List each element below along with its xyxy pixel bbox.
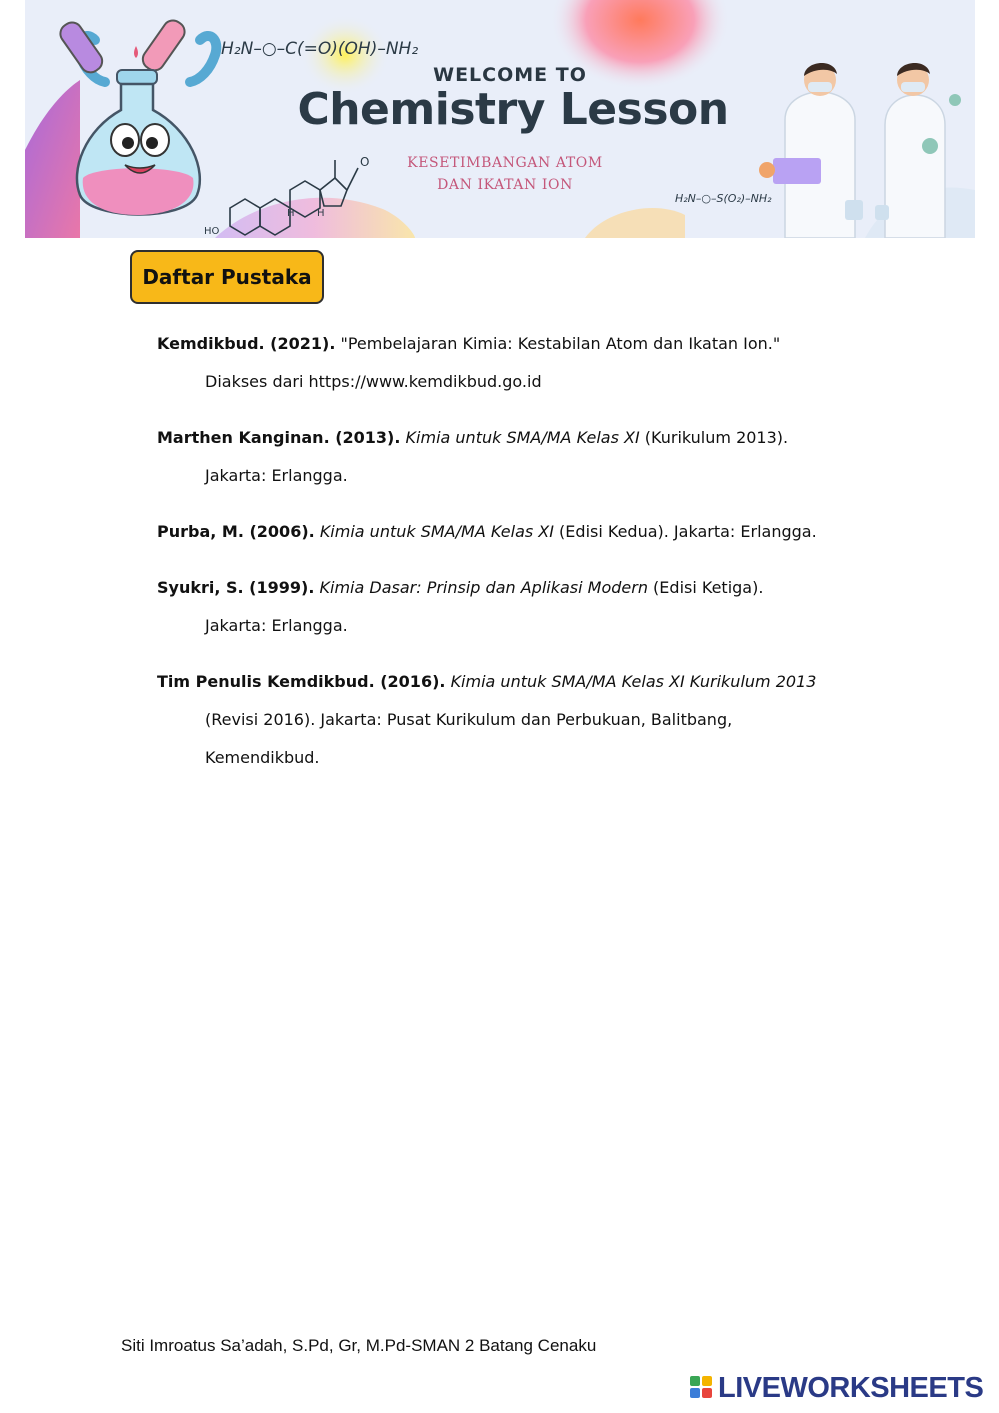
svg-text:O: O <box>360 155 370 169</box>
reference-author: Tim Penulis Kemdikbud. (2016). <box>157 672 446 691</box>
reference-text: (Kurikulum 2013). <box>639 428 789 447</box>
banner-subtitle-line2: DAN IKATAN ION <box>437 177 573 193</box>
liveworksheets-wordmark: LIVEWORKSHEETS <box>718 1371 984 1404</box>
reference-item <box>157 663 897 777</box>
banner-welcome-text: WELCOME TO <box>433 64 587 86</box>
reference-list <box>157 325 897 795</box>
liveworksheets-logo[interactable] <box>690 1371 983 1405</box>
banner-title: Chemistry Lesson <box>297 84 729 135</box>
reference-item <box>157 569 897 645</box>
liveworksheets-logo-icon <box>690 1376 714 1400</box>
reference-author: Purba, M. (2006). <box>157 522 315 541</box>
reference-title: Kimia untuk SMA/MA Kelas XI <box>405 428 640 447</box>
reference-continuation: Diakses dari https://www.kemdikbud.go.id <box>205 372 542 391</box>
reference-title: Kimia untuk SMA/MA Kelas XI Kurikulum 2013 <box>450 672 817 691</box>
reference-item <box>157 325 897 401</box>
svg-text:H₂N–○–S(O₂)–NH₂: H₂N–○–S(O₂)–NH₂ <box>675 192 772 205</box>
reference-text: (Edisi Kedua). Jakarta: Erlangga. <box>553 522 817 541</box>
reference-continuation: Jakarta: Erlangga. <box>205 616 348 635</box>
reference-text: "Pembelajaran Kimia: Kestabilan Atom dan Ikatan Ion." <box>335 334 781 353</box>
reference-text: (Edisi Ketiga). <box>647 578 764 597</box>
reference-author: Syukri, S. (1999). <box>157 578 315 597</box>
header-banner <box>25 0 975 238</box>
reference-item <box>157 419 897 495</box>
section-heading-daftar-pustaka: Daftar Pustaka <box>130 250 324 304</box>
reference-author: Kemdikbud. (2021). <box>157 334 336 353</box>
reference-item <box>157 513 897 551</box>
reference-title: Kimia Dasar: Prinsip dan Aplikasi Modern <box>319 578 648 597</box>
author-credit: Siti Imroatus Sa’adah, S.Pd, Gr, M.Pd-SMAN 2 Batang Cenaku <box>121 1336 597 1355</box>
reference-title: Kimia untuk SMA/MA Kelas XI <box>319 522 554 541</box>
reference-author: Marthen Kanginan. (2013). <box>157 428 401 447</box>
reference-continuation: Kemendikbud. <box>205 748 320 767</box>
banner-subtitle-line1: KESETIMBANGAN ATOM <box>407 155 603 171</box>
reference-continuation: Jakarta: Erlangga. <box>205 466 348 485</box>
svg-text:H: H <box>287 208 295 219</box>
svg-text:HO: HO <box>204 226 220 237</box>
svg-text:H₂N–○–C(=O)(OH)–NH₂: H₂N–○–C(=O)(OH)–NH₂ <box>221 39 419 59</box>
svg-text:H: H <box>317 208 325 219</box>
reference-continuation: (Revisi 2016). Jakarta: Pusat Kurikulum dan Perbukuan, Balitbang, <box>205 710 733 729</box>
